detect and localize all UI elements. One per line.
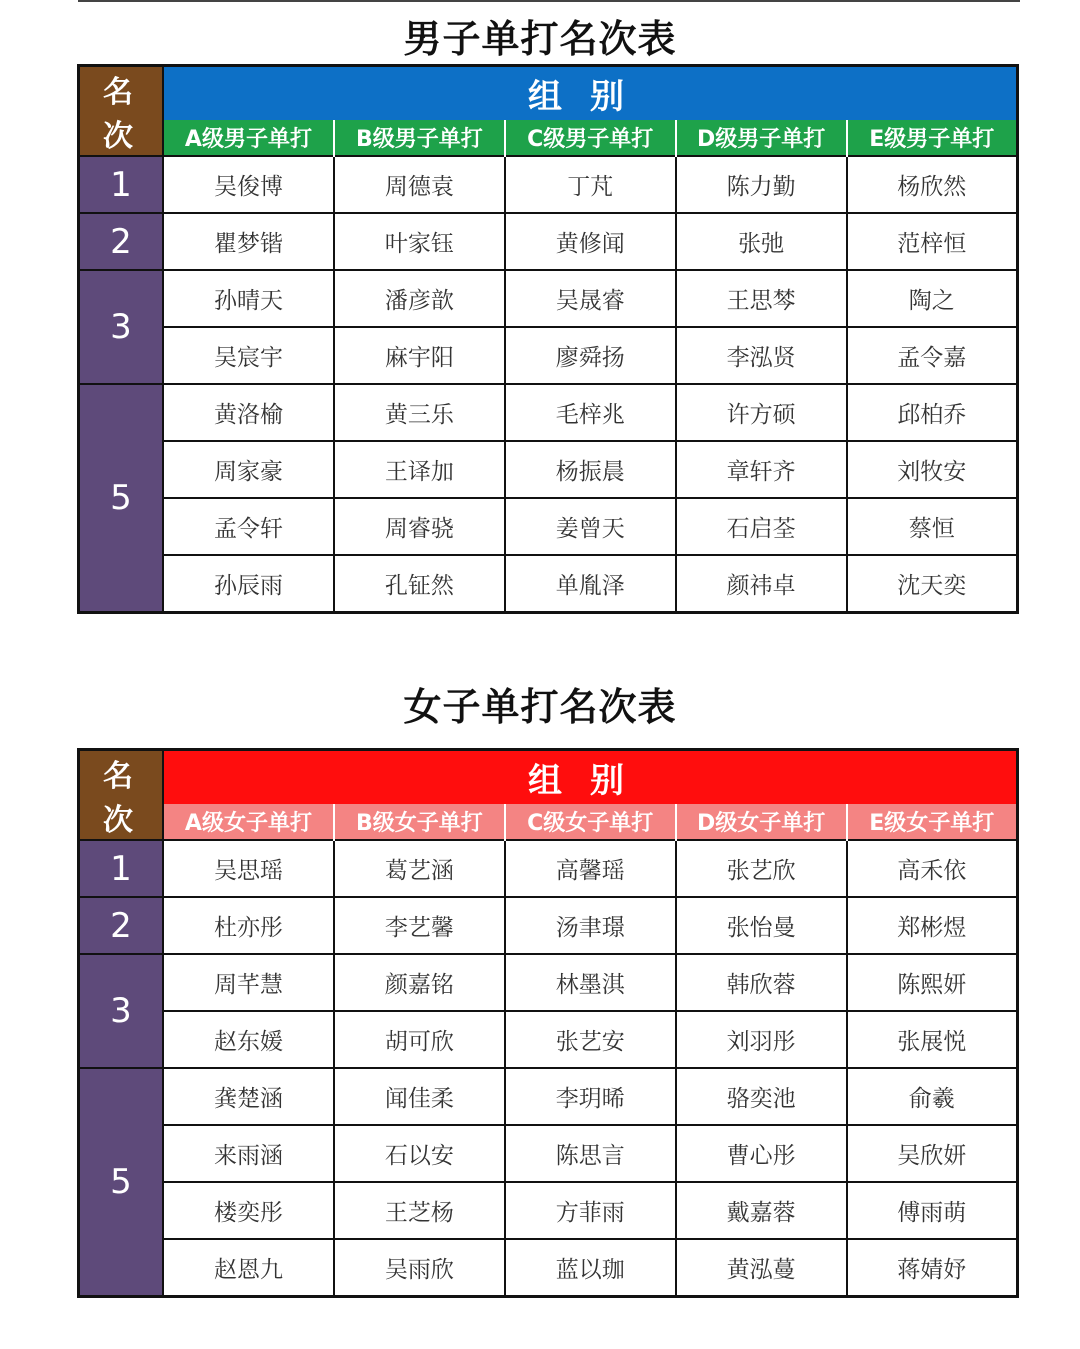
player-name-cell: 葛艺涵: [334, 840, 505, 897]
player-name-cell: 高禾依: [847, 840, 1018, 897]
player-name-cell: 潘彦歆: [334, 270, 505, 327]
player-name-cell: 李泓贤: [676, 327, 847, 384]
player-name-cell: 邱柏乔: [847, 384, 1018, 441]
player-name-cell: 赵东媛: [163, 1011, 334, 1068]
column-header: D级女子单打: [676, 804, 847, 840]
table-row: [79, 1125, 1018, 1182]
player-name-cell: 章轩齐: [676, 441, 847, 498]
player-name-cell: 李艺馨: [334, 897, 505, 954]
player-name-cell: 骆奕池: [676, 1068, 847, 1125]
table-row: [79, 1068, 1018, 1125]
player-name-cell: 麻宇阳: [334, 327, 505, 384]
table-row: [79, 954, 1018, 1011]
rank-cell: 5: [79, 384, 164, 613]
player-name-cell: 周家豪: [163, 441, 334, 498]
player-name-cell: 王思棽: [676, 270, 847, 327]
player-name-cell: 俞羲: [847, 1068, 1018, 1125]
column-header: A级女子单打: [163, 804, 334, 840]
rank-cell: 3: [79, 270, 164, 384]
player-name-cell: 吴思瑶: [163, 840, 334, 897]
player-name-cell: 黄洛榆: [163, 384, 334, 441]
player-name-cell: 张展悦: [847, 1011, 1018, 1068]
player-name-cell: 孟令轩: [163, 498, 334, 555]
player-name-cell: 陈力勤: [676, 156, 847, 213]
player-name-cell: 张弛: [676, 213, 847, 270]
player-name-cell: 韩欣蓉: [676, 954, 847, 1011]
player-name-cell: 楼奕彤: [163, 1182, 334, 1239]
rank-header: 名 次: [79, 66, 164, 157]
table-row: [79, 1011, 1018, 1068]
player-name-cell: 孔钲然: [334, 555, 505, 613]
player-name-cell: 范梓恒: [847, 213, 1018, 270]
player-name-cell: 蔡恒: [847, 498, 1018, 555]
rank-cell: 2: [79, 897, 164, 954]
player-name-cell: 许方硕: [676, 384, 847, 441]
rank-cell: 5: [79, 1068, 164, 1297]
player-name-cell: 刘牧安: [847, 441, 1018, 498]
player-name-cell: 郑彬煜: [847, 897, 1018, 954]
player-name-cell: 瞿梦锴: [163, 213, 334, 270]
table-row: [79, 156, 1018, 213]
column-header: A级男子单打: [163, 120, 334, 156]
player-name-cell: 毛梓兆: [505, 384, 676, 441]
player-name-cell: 张艺欣: [676, 840, 847, 897]
table-row: [79, 441, 1018, 498]
player-name-cell: 林墨淇: [505, 954, 676, 1011]
table-row: [79, 1182, 1018, 1239]
table-row: [79, 897, 1018, 954]
player-name-cell: 廖舜扬: [505, 327, 676, 384]
player-name-cell: 黄修闻: [505, 213, 676, 270]
column-header: C级女子单打: [505, 804, 676, 840]
player-name-cell: 曹心彤: [676, 1125, 847, 1182]
column-header: B级男子单打: [334, 120, 505, 156]
player-name-cell: 颜嘉铭: [334, 954, 505, 1011]
player-name-cell: 闻佳柔: [334, 1068, 505, 1125]
player-name-cell: 叶家钰: [334, 213, 505, 270]
player-name-cell: 张艺安: [505, 1011, 676, 1068]
player-name-cell: 丁芃: [505, 156, 676, 213]
player-name-cell: 孙辰雨: [163, 555, 334, 613]
table-row: [79, 327, 1018, 384]
player-name-cell: 戴嘉蓉: [676, 1182, 847, 1239]
men-title: 男子单打名次表: [403, 17, 677, 61]
rank-cell: 2: [79, 213, 164, 270]
player-name-cell: 杜亦彤: [163, 897, 334, 954]
player-name-cell: 赵恩九: [163, 1239, 334, 1297]
player-name-cell: 傅雨萌: [847, 1182, 1018, 1239]
rank-cell: 3: [79, 954, 164, 1068]
player-name-cell: 杨振晨: [505, 441, 676, 498]
group-header: 组别: [163, 66, 1018, 121]
player-name-cell: 陶之: [847, 270, 1018, 327]
top-divider: [78, 0, 1020, 2]
player-name-cell: 姜曾天: [505, 498, 676, 555]
player-name-cell: 陈熙妍: [847, 954, 1018, 1011]
men-singles-table: [77, 64, 1019, 614]
women-table-container: [77, 748, 1019, 1298]
player-name-cell: 沈天奕: [847, 555, 1018, 613]
player-name-cell: 刘羽彤: [676, 1011, 847, 1068]
rank-cell: 1: [79, 840, 164, 897]
player-name-cell: 高馨瑶: [505, 840, 676, 897]
column-header: E级女子单打: [847, 804, 1018, 840]
column-header: C级男子单打: [505, 120, 676, 156]
player-name-cell: 龚楚涵: [163, 1068, 334, 1125]
player-name-cell: 周德袁: [334, 156, 505, 213]
player-name-cell: 石启荃: [676, 498, 847, 555]
women-singles-table: [77, 748, 1019, 1298]
player-name-cell: 周睿骁: [334, 498, 505, 555]
player-name-cell: 杨欣然: [847, 156, 1018, 213]
player-name-cell: 周芊慧: [163, 954, 334, 1011]
player-name-cell: 吴俊博: [163, 156, 334, 213]
table-row: [79, 384, 1018, 441]
player-name-cell: 孙晴天: [163, 270, 334, 327]
table-row: [79, 840, 1018, 897]
player-name-cell: 吴欣妍: [847, 1125, 1018, 1182]
player-name-cell: 吴宸宇: [163, 327, 334, 384]
player-name-cell: 黄泓蔓: [676, 1239, 847, 1297]
table-row: [79, 213, 1018, 270]
player-name-cell: 李玥晞: [505, 1068, 676, 1125]
player-name-cell: 孟令嘉: [847, 327, 1018, 384]
player-name-cell: 王译加: [334, 441, 505, 498]
player-name-cell: 颜祎卓: [676, 555, 847, 613]
player-name-cell: 来雨涵: [163, 1125, 334, 1182]
player-name-cell: 黄三乐: [334, 384, 505, 441]
men-table-container: [77, 64, 1019, 614]
player-name-cell: 蓝以珈: [505, 1239, 676, 1297]
player-name-cell: 方菲雨: [505, 1182, 676, 1239]
table-row: [79, 270, 1018, 327]
player-name-cell: 吴雨欣: [334, 1239, 505, 1297]
player-name-cell: 胡可欣: [334, 1011, 505, 1068]
column-header: E级男子单打: [847, 120, 1018, 156]
player-name-cell: 石以安: [334, 1125, 505, 1182]
table-row: [79, 498, 1018, 555]
player-name-cell: 陈思言: [505, 1125, 676, 1182]
group-header: 组别: [163, 750, 1018, 805]
women-title: 女子单打名次表: [403, 685, 677, 729]
player-name-cell: 吴晟睿: [505, 270, 676, 327]
rank-header: 名 次: [79, 750, 164, 841]
player-name-cell: 汤聿璟: [505, 897, 676, 954]
player-name-cell: 蒋婧妤: [847, 1239, 1018, 1297]
player-name-cell: 王芝杨: [334, 1182, 505, 1239]
column-header: B级女子单打: [334, 804, 505, 840]
player-name-cell: 单胤泽: [505, 555, 676, 613]
rank-cell: 1: [79, 156, 164, 213]
table-row: [79, 555, 1018, 613]
player-name-cell: 张怡曼: [676, 897, 847, 954]
table-row: [79, 1239, 1018, 1297]
column-header: D级男子单打: [676, 120, 847, 156]
